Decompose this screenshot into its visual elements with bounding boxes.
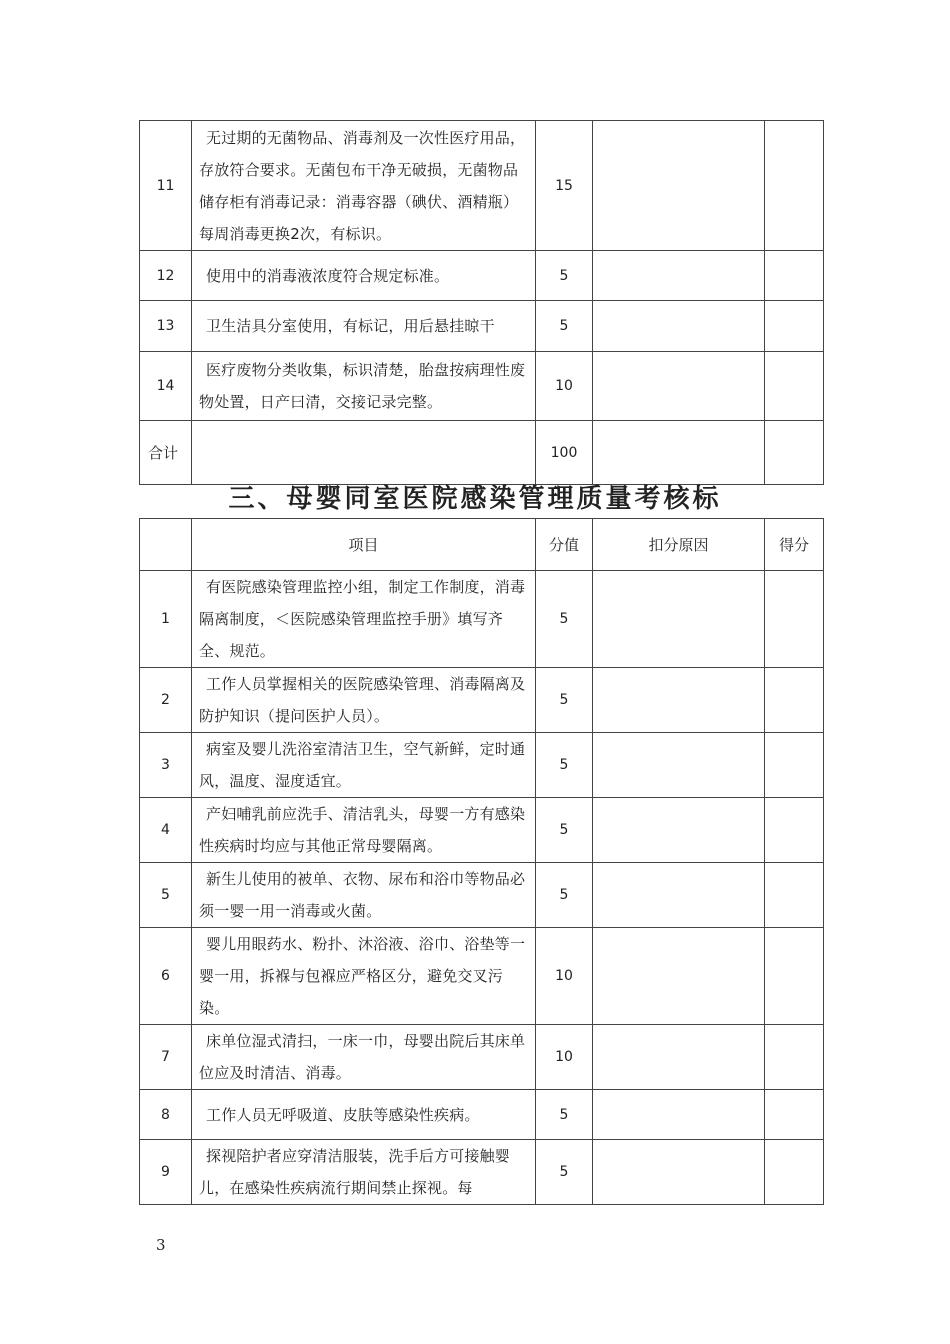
row-number: 14 bbox=[140, 352, 192, 421]
row-score: 5 bbox=[536, 863, 593, 928]
row-number: 1 bbox=[140, 571, 192, 668]
header-item: 项目 bbox=[192, 519, 536, 571]
row-number: 8 bbox=[140, 1090, 192, 1140]
row-number: 7 bbox=[140, 1025, 192, 1090]
row-number: 6 bbox=[140, 928, 192, 1025]
row-item: 使用中的消毒液浓度符合规定标准。 bbox=[192, 251, 536, 301]
result-cell bbox=[765, 1025, 824, 1090]
table-row bbox=[140, 1140, 824, 1205]
total-row bbox=[140, 421, 824, 485]
table-row bbox=[140, 352, 824, 421]
result-cell bbox=[765, 733, 824, 798]
table-row bbox=[140, 571, 824, 668]
table-row bbox=[140, 251, 824, 301]
row-number: 2 bbox=[140, 668, 192, 733]
result-cell bbox=[765, 1090, 824, 1140]
row-score: 10 bbox=[536, 1025, 593, 1090]
row-score: 5 bbox=[536, 733, 593, 798]
deduction-reason-cell bbox=[593, 733, 765, 798]
header-score: 分值 bbox=[536, 519, 593, 571]
row-item: 无过期的无菌物品、消毒剂及一次性医疗用品，存放符合要求。无菌包布干净无破损，无菌物品储存柜有消毒记录：消毒容器（碘伏、酒精瓶）每周消毒更换2次，有标识。 bbox=[192, 121, 536, 251]
table-row bbox=[140, 928, 824, 1025]
row-score: 5 bbox=[536, 251, 593, 301]
deduction-reason-cell bbox=[593, 928, 765, 1025]
table-header-row bbox=[140, 519, 824, 571]
total-score: 100 bbox=[536, 421, 593, 485]
row-score: 5 bbox=[536, 571, 593, 668]
total-item-cell bbox=[192, 421, 536, 485]
table-row bbox=[140, 733, 824, 798]
header-number bbox=[140, 519, 192, 571]
row-number: 4 bbox=[140, 798, 192, 863]
result-cell bbox=[765, 421, 824, 485]
row-score: 5 bbox=[536, 668, 593, 733]
result-cell bbox=[765, 352, 824, 421]
result-cell bbox=[765, 571, 824, 668]
score-table bbox=[139, 518, 824, 1205]
table-row bbox=[140, 798, 824, 863]
row-number: 13 bbox=[140, 301, 192, 352]
deduction-reason-cell bbox=[593, 121, 765, 251]
result-cell bbox=[765, 668, 824, 733]
row-item: 医疗废物分类收集，标识清楚，胎盘按病理性废物处置，日产曰清，交接记录完整。 bbox=[192, 352, 536, 421]
result-cell bbox=[765, 301, 824, 352]
deduction-reason-cell bbox=[593, 571, 765, 668]
row-item: 婴儿用眼药水、粉扑、沐浴液、浴巾、浴垫等一婴一用，拆褓与包褓应严格区分，避免交叉污染。 bbox=[192, 928, 536, 1025]
row-score: 5 bbox=[536, 798, 593, 863]
row-number: 12 bbox=[140, 251, 192, 301]
table-row bbox=[140, 1025, 824, 1090]
row-score: 5 bbox=[536, 301, 593, 352]
row-number: 5 bbox=[140, 863, 192, 928]
deduction-reason-cell bbox=[593, 421, 765, 485]
table-row bbox=[140, 121, 824, 251]
row-item: 有医院感染管理监控小组，制定工作制度，消毒隔离制度，＜医院感染管理监控手册》填写齐全、规范。 bbox=[192, 571, 536, 668]
deduction-reason-cell bbox=[593, 668, 765, 733]
row-item: 工作人员无呼吸道、皮肤等感染性疾病。 bbox=[192, 1090, 536, 1140]
deduction-reason-cell bbox=[593, 863, 765, 928]
header-result: 得分 bbox=[765, 519, 824, 571]
deduction-reason-cell bbox=[593, 1090, 765, 1140]
row-score: 5 bbox=[536, 1090, 593, 1140]
result-cell bbox=[765, 928, 824, 1025]
row-number: 11 bbox=[140, 121, 192, 251]
deduction-reason-cell bbox=[593, 301, 765, 352]
deduction-reason-cell bbox=[593, 1140, 765, 1205]
row-number: 3 bbox=[140, 733, 192, 798]
deduction-reason-cell bbox=[593, 798, 765, 863]
row-item: 工作人员掌握相关的医院感染管理、消毒隔离及防护知识（提问医护人员）。 bbox=[192, 668, 536, 733]
row-item: 床单位湿式清扫，一床一巾，母婴出院后其床单位应及时清洁、消毒。 bbox=[192, 1025, 536, 1090]
deduction-reason-cell bbox=[593, 1025, 765, 1090]
table-row bbox=[140, 668, 824, 733]
table-row bbox=[140, 1090, 824, 1140]
table-row bbox=[140, 863, 824, 928]
result-cell bbox=[765, 798, 824, 863]
table-row bbox=[140, 301, 824, 352]
row-item: 病室及婴儿洗浴室清洁卫生，空气新鲜，定时通风，温度、湿度适宜。 bbox=[192, 733, 536, 798]
result-cell bbox=[765, 121, 824, 251]
row-score: 10 bbox=[536, 352, 593, 421]
row-score: 5 bbox=[536, 1140, 593, 1205]
section-title: 三、母婴同室医院感染管理质量考核标 bbox=[228, 484, 722, 514]
deduction-reason-cell bbox=[593, 251, 765, 301]
deduction-reason-cell bbox=[593, 352, 765, 421]
score-table-continued bbox=[139, 120, 824, 485]
total-label: 合计 bbox=[140, 421, 192, 485]
result-cell bbox=[765, 251, 824, 301]
row-number: 9 bbox=[140, 1140, 192, 1205]
result-cell bbox=[765, 863, 824, 928]
row-item: 探视陪护者应穿清洁服装，洗手后方可接触婴儿，在感染性疾病流行期间禁止探视。每 bbox=[192, 1140, 536, 1205]
page-number: 3 bbox=[156, 1236, 166, 1254]
row-item: 产妇哺乳前应洗手、清洁乳头，母婴一方有感染性疾病时均应与其他正常母婴隔离。 bbox=[192, 798, 536, 863]
row-item: 卫生洁具分室使用，有标记，用后悬挂晾干 bbox=[192, 301, 536, 352]
result-cell bbox=[765, 1140, 824, 1205]
header-reason: 扣分原因 bbox=[593, 519, 765, 571]
row-score: 15 bbox=[536, 121, 593, 251]
row-item: 新生儿使用的被单、衣物、尿布和浴巾等物品必须一婴一用一消毒或火菌。 bbox=[192, 863, 536, 928]
row-score: 10 bbox=[536, 928, 593, 1025]
